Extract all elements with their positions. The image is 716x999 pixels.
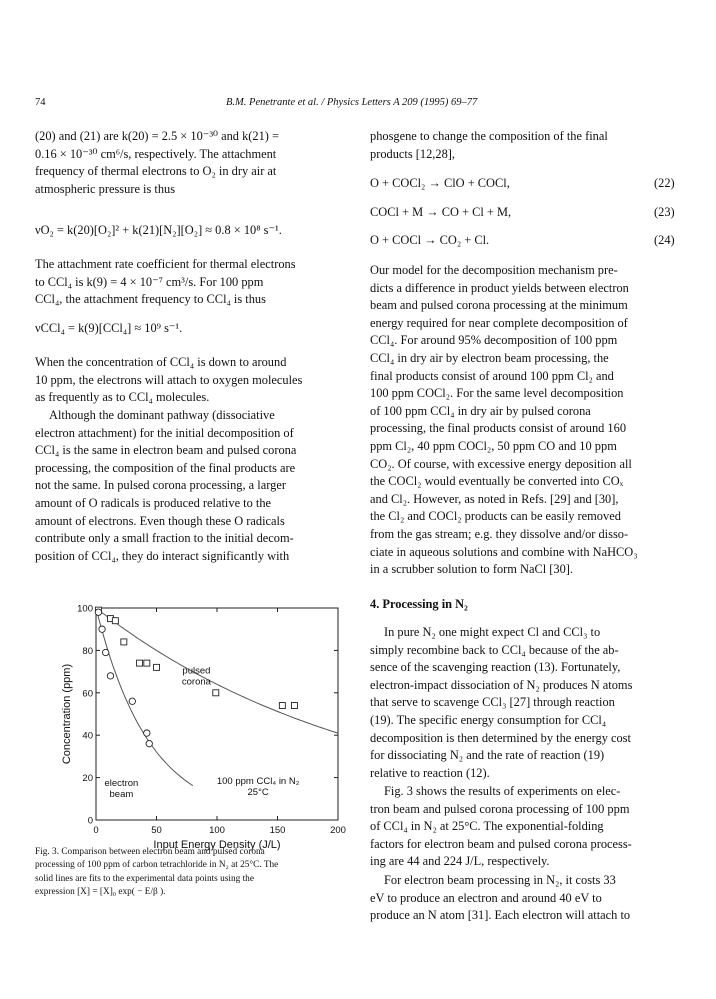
- text-line: 10 ppm, the electrons will attach to oxygen molecules: [35, 372, 303, 387]
- text-line: CO₂. Of course, with excessive energy deposition all: [370, 456, 632, 471]
- x-tick-label: 0: [93, 825, 99, 836]
- text-line: final products consist of around 100 ppm Cl₂ and: [370, 368, 614, 383]
- reaction-24-number: (24): [654, 233, 675, 247]
- y-tick-label: 40: [82, 730, 93, 742]
- text-line: Fig. 3 shows the results of experiments on elec-: [384, 784, 621, 798]
- left-column: [35, 128, 351, 198]
- text-line: produce an N atom [31]. Each electron will attach to: [370, 908, 631, 923]
- fit-line: [96, 608, 338, 733]
- text-line: relative to reaction (12).: [370, 765, 490, 780]
- text-line: dicts a difference in product yields between electron: [370, 280, 629, 295]
- y-tick-label: 60: [82, 688, 93, 700]
- y-tick-label: 0: [87, 815, 93, 827]
- section-title: 4. Processing in N₂: [370, 597, 468, 611]
- text-line: in a scrubber solution to form NaCl [30].: [370, 562, 574, 577]
- text-line: beam and pulsed corona processing at the minimum: [370, 298, 628, 313]
- text-line: not the same. In pulsed corona processing, a larger: [35, 478, 286, 493]
- reaction-23: COCl + M → CO + Cl + M,: [370, 205, 512, 219]
- text-line: for dissociating N₂ and the rate of reaction (19): [370, 748, 605, 763]
- text-line: expression [X] = [X]₀ exp( − E/β ).: [35, 887, 166, 898]
- text-line: ing are 44 and 224 J/L, respectively.: [370, 854, 550, 869]
- text-line: of 100 ppm CCl₄ in dry air by pulsed corona: [370, 403, 591, 418]
- text-line: from the gas stream; e.g. they dissolve and/or disso-: [370, 526, 629, 541]
- text-line: ppm Cl₂, 40 ppm COCl₂, 50 ppm CO and 10 ppm: [370, 438, 617, 453]
- x-tick-label: 200: [330, 825, 346, 836]
- text-line: electron-impact dissociation of N₂ produces N atoms: [370, 677, 633, 692]
- data-point-pulsed-corona: [154, 664, 160, 670]
- text-line: CCl₄ in dry air by electron beam processing, the: [370, 350, 609, 365]
- text-line: contribute only a small fraction to the initial decom-: [35, 531, 294, 546]
- right-paragraph-5: [370, 872, 686, 925]
- annotation-electron-beam: electron: [104, 778, 139, 790]
- data-point-electron-beam: [95, 609, 101, 615]
- data-point-pulsed-corona: [213, 690, 219, 696]
- left-paragraph-1: (20) and (21) are k(20) = 2.5 × 10⁻³⁰ and k(21) = 0.16 × 10⁻³⁰ cm⁶/s, respectively. The attachment frequency of thermal electrons to O₂ in dry air at atmospheric pressure is thus: [35, 129, 280, 196]
- text-line: and Cl₂. However, as noted in Refs. [29] and [30],: [370, 491, 619, 506]
- x-tick-label: 100: [209, 825, 225, 836]
- data-point-electron-beam: [102, 649, 108, 655]
- running-title: B.M. Penetrante et al. / Physics Letters A 209 (1995) 69–77: [226, 97, 478, 108]
- text-line: sence of the scavenging reaction (13). Fortunately,: [370, 660, 621, 675]
- data-point-electron-beam: [144, 730, 150, 736]
- right-paragraph-3: [370, 624, 686, 782]
- text-line: CCl₄ is the same in electron beam and pulsed corona: [35, 443, 297, 458]
- data-point-pulsed-corona: [112, 618, 118, 624]
- data-point-electron-beam: [146, 740, 152, 746]
- right-paragraph-4: [370, 783, 686, 871]
- text-line: processing, the final products consist of around 160: [370, 421, 627, 436]
- text-line: decomposition is then determined by the energy cost: [370, 730, 631, 745]
- text-line: that serve to scavenge CCl₃ [27] through reaction: [370, 695, 615, 710]
- fit-line: [96, 608, 193, 786]
- text-line: amount of O radicals is produced relative to the: [35, 495, 272, 510]
- text-line: electron attachment) for the initial decomposition of: [35, 425, 294, 440]
- y-tick-label: 80: [82, 645, 93, 657]
- reaction-22: O + COCl₂ → ClO + COCl,: [370, 176, 510, 190]
- right-paragraph-1: [370, 128, 686, 163]
- reaction-23-number: (23): [654, 205, 675, 219]
- left-paragraph-2: The attachment rate coefficient for thermal electrons to CCl₄ is k(9) = 4 × 10⁻⁷ cm³/s. For 100 ppm CCl₄, the attachment frequency to CCl₄ is thus: [35, 257, 296, 307]
- text-line: factors for electron beam and pulsed corona process-: [370, 836, 632, 851]
- text-line: simply recombine back to CCl₄ because of the ab-: [370, 642, 619, 657]
- text-line: tron beam and pulsed corona processing of 100 ppm: [370, 801, 630, 816]
- text-line: (19). The specific energy consumption for CCl₄: [370, 712, 607, 727]
- y-tick-label: 20: [82, 773, 93, 785]
- data-point-electron-beam: [129, 698, 135, 704]
- reaction-22-number: (22): [654, 176, 675, 190]
- text-line: When the concentration of CCl₄ is down to around: [35, 355, 287, 369]
- data-point-electron-beam: [99, 626, 105, 632]
- x-tick-label: 150: [269, 825, 286, 836]
- text-line: products [12,28],: [370, 146, 455, 161]
- equation-nu-ccl4: νCCl₄ = k(9)[CCl₄] ≈ 10⁹ s⁻¹.: [35, 321, 183, 335]
- text-line: processing of 100 ppm of carbon tetrachloride in N₂ at 25°C. The: [35, 860, 279, 871]
- y-axis-label: Concentration (ppm): [61, 663, 73, 765]
- annotation-conditions: 100 ppm CCl₄ in N₂: [216, 775, 300, 787]
- data-point-pulsed-corona: [279, 703, 285, 709]
- text-line: phosgene to change the composition of the final: [370, 129, 608, 143]
- text-line: amount of electrons. Even though these O radicals: [35, 513, 285, 528]
- text-line: the COCl₂ would eventually be converted into COₓ: [370, 474, 624, 489]
- y-tick-label: 100: [77, 603, 93, 615]
- text-line: as frequently as to CCl₄ molecules.: [35, 390, 210, 405]
- data-point-pulsed-corona: [121, 639, 127, 645]
- left-paragraph-4: [35, 407, 351, 565]
- text-line: For electron beam processing in N₂, it costs 33: [384, 873, 616, 887]
- text-line: In pure N₂ one might expect Cl and CCl₃ to: [384, 625, 601, 639]
- left-paragraph-3: [35, 354, 351, 407]
- text-line: Our model for the decomposition mechanism pre-: [370, 263, 618, 277]
- data-point-pulsed-corona: [137, 660, 143, 666]
- data-point-pulsed-corona: [144, 660, 150, 666]
- text-line: eV to produce an electron and around 40 eV to: [370, 890, 602, 905]
- equation-nu-o2: νO₂ = k(20)[O₂]² + k(21)[N₂][O₂] ≈ 0.8 × 10⁸ s⁻¹.: [35, 223, 282, 237]
- text-line: processing, the composition of the final products are: [35, 460, 296, 475]
- data-point-pulsed-corona: [291, 703, 297, 709]
- text-line: Although the dominant pathway (dissociative: [49, 408, 275, 422]
- figure-3-caption: [35, 846, 351, 900]
- annotation-electron-beam: beam: [109, 789, 134, 801]
- text-line: of CCl₄ in N₂ at 25°C. The exponential-folding: [370, 819, 604, 834]
- reaction-24: O + COCl → CO₂ + Cl.: [370, 233, 490, 247]
- x-tick-label: 50: [151, 825, 162, 836]
- text-line: energy required for near complete decomposition of: [370, 315, 628, 330]
- text-line: solid lines are fits to the experimental data points using the: [35, 873, 254, 884]
- right-paragraph-2: [370, 262, 686, 579]
- annotation-pulsed-corona: corona: [181, 676, 211, 688]
- data-point-electron-beam: [107, 673, 113, 679]
- text-line: ciate in aqueous solutions and combine with NaHCO₃: [370, 544, 638, 559]
- text-line: 100 ppm COCl₂. For the same level decomposition: [370, 386, 624, 401]
- x-axis-label: Input Energy Density (J/L): [153, 839, 281, 851]
- figure-3-chart: [0, 590, 360, 851]
- page-number: 74: [35, 97, 46, 108]
- annotation-pulsed-corona: pulsed: [182, 665, 211, 677]
- text-line: the Cl₂ and COCl₂ products can be easily removed: [370, 509, 621, 524]
- text-line: CCl₄. For around 95% decomposition of 100 ppm: [370, 333, 618, 348]
- annotation-conditions: 25°C: [247, 786, 269, 798]
- text-line: Fig. 3. Comparison between electron beam and pulsed corona: [35, 847, 265, 857]
- text-line: position of CCl₄, they do interact significantly with: [35, 548, 290, 563]
